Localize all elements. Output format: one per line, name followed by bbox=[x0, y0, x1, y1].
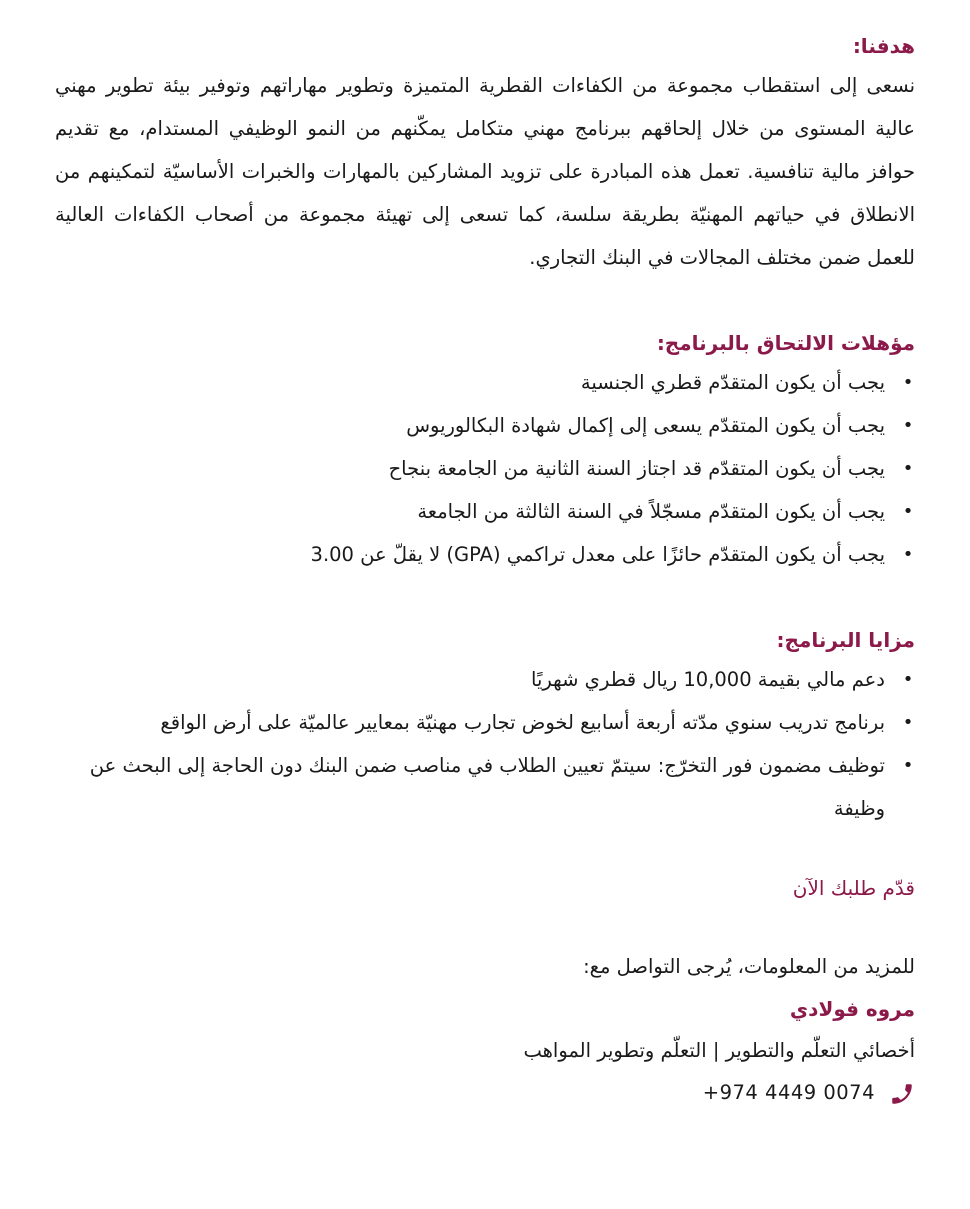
phone-number[interactable]: +974 4449 0074 bbox=[702, 1081, 875, 1104]
goal-line: تطوير مهني عالية المستوى من خلال إلحاقهم ببرنامج مهني متكامل يمكّنهم من النمو الوظيفي bbox=[55, 74, 916, 140]
bullet: • bbox=[902, 372, 914, 393]
bullet: • bbox=[902, 669, 914, 690]
list-item-text: يجب أن يكون المتقدّم قد اجتاز السنة الثانية من الجامعة بنجاح bbox=[388, 457, 885, 480]
bullet: • bbox=[902, 544, 914, 565]
phone-icon bbox=[889, 1080, 915, 1106]
goal-line: نسعى إلى استقطاب مجموعة من الكفاءات القطرية المتميزة وتطوير مهاراتهم وتوفير بيئة bbox=[162, 74, 916, 97]
list-item-text: برنامج تدريب سنوي مدّته أربعة أسابيع لخوض تجارب مهنيّة بمعايير عالميّة على أرض الواقع bbox=[160, 711, 885, 734]
list-item-text: يجب أن يكون المتقدّم يسعى إلى إكمال شهادة البكالوريوس bbox=[406, 414, 885, 437]
bullet: • bbox=[902, 755, 914, 776]
list-item bbox=[55, 361, 915, 404]
benefits-list bbox=[55, 658, 915, 830]
list-item bbox=[55, 447, 915, 490]
goal-line: المستدام، مع تقديم حوافز مالية تنافسية. تعمل هذه المبادرة على تزويد المشاركين بالمهارات bbox=[55, 117, 916, 183]
list-item bbox=[55, 658, 915, 701]
list-item bbox=[55, 490, 915, 533]
bullet: • bbox=[902, 712, 914, 733]
goal-line: والخبرات الأساسيّة لتمكينهم من الانطلاق في حياتهم المهنيّة بطريقة سلسة، كما تسعى إلى bbox=[55, 160, 915, 226]
goal-section bbox=[55, 28, 915, 279]
list-item-text: دعم مالي بقيمة 10,000 ريال قطري شهريًا bbox=[531, 668, 885, 691]
list-item-text: يجب أن يكون المتقدّم مسجّلاً في السنة الثالثة من الجامعة bbox=[417, 500, 885, 523]
goal-heading: هدفنا: bbox=[852, 34, 915, 58]
benefits-heading: مزايا البرنامج: bbox=[776, 628, 915, 652]
bullet: • bbox=[902, 458, 914, 479]
list-item-text: يجب أن يكون المتقدّم قطري الجنسية bbox=[580, 371, 885, 394]
list-item-text: يجب أن يكون المتقدّم حائزًا على معدل تراكمي (GPA) لا يقلّ عن 3.00 bbox=[310, 543, 885, 566]
contact-name: مروه فولادي bbox=[789, 997, 915, 1021]
eligibility-heading: مؤهلات الالتحاق بالبرنامج: bbox=[656, 331, 915, 355]
spacer bbox=[55, 279, 915, 325]
list-item bbox=[55, 744, 915, 830]
list-item bbox=[55, 533, 915, 576]
list-item bbox=[55, 701, 915, 744]
eligibility-section bbox=[55, 325, 915, 576]
bullet: • bbox=[902, 501, 914, 522]
eligibility-list bbox=[55, 361, 915, 576]
bullet: • bbox=[902, 415, 914, 436]
spacer bbox=[55, 908, 915, 946]
phone-row bbox=[55, 1072, 915, 1114]
list-item-text: توظيف مضمون فور التخرّج: سيتمّ تعيين الطلاب في مناصب ضمن البنك دون الحاجة إلى البحث عن وظيفة bbox=[89, 754, 885, 820]
list-item bbox=[55, 404, 915, 447]
benefits-section bbox=[55, 622, 915, 830]
contact-section bbox=[55, 946, 915, 1114]
apply-now-link[interactable]: قدّم طلبك الآن bbox=[792, 876, 915, 900]
goal-line: تهيئة مجموعة من أصحاب الكفاءات العالية للعمل ضمن مختلف المجالات في البنك التجاري. bbox=[55, 203, 915, 269]
spacer bbox=[55, 576, 915, 622]
contact-intro: للمزيد من المعلومات، يُرجى التواصل مع: bbox=[583, 955, 915, 978]
spacer bbox=[55, 830, 915, 868]
contact-role: أخصائي التعلّم والتطوير | التعلّم وتطوير المواهب bbox=[523, 1039, 915, 1062]
goal-paragraph bbox=[55, 64, 915, 279]
